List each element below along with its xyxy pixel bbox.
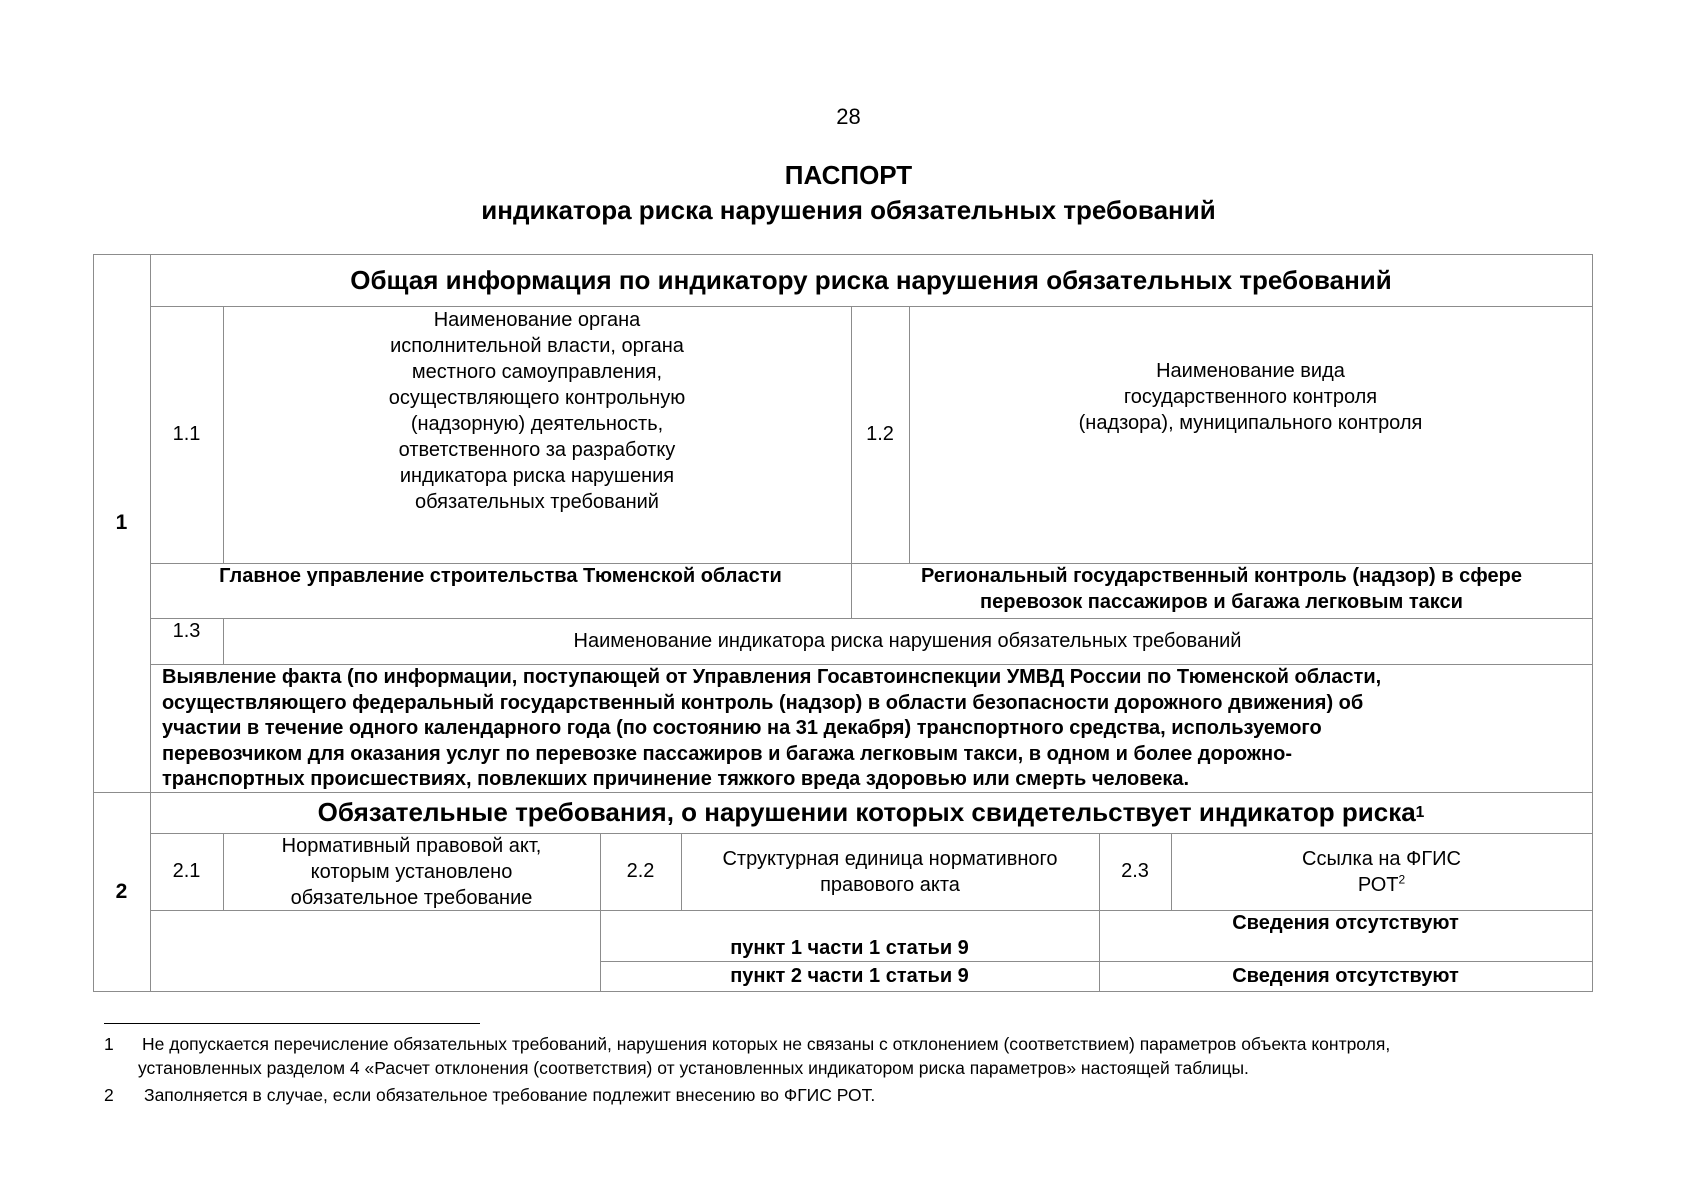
section-2-header: Обязательные требования, о нарушении которых свидетельствует индикатор риска 1	[317, 797, 1425, 827]
item-1-2-label: Наименование вида государственного контроля (надзора), муниципального контроля	[1078, 360, 1423, 434]
table-row-1-link: Сведения отсутствуют	[1232, 912, 1459, 934]
item-1-3-value: Выявление факта (по информации, поступающей от Управления Госавтоинспекции УМВД России по Тюменской области, осуществляющего федеральный государственный контроль (надзор) в области безопасности дорожного движения) об участии в течение одного календарного года (по состоянию на 31 декабря) транспортного средства, используемого перевозчиком для оказания услуг по перевозке пассажиров и багажа легковым такси, в одном и более дорожно- транспортных происшествиях, повлекших причинение тяжкого вреда здоровью или смерть человека.	[162, 666, 1382, 790]
item-2-2-number: 2.2	[626, 860, 655, 882]
item-1-3-number: 1.3	[172, 620, 201, 642]
item-1-1-number: 1.1	[172, 423, 201, 445]
document-subtitle: индикатора риска нарушения обязательных требований	[481, 195, 1216, 225]
footnote-2: 2 Заполняется в случае, если обязательное требование подлежит внесению во ФГИС РОТ.	[104, 1085, 876, 1105]
section-2-number: 2	[115, 879, 128, 903]
footnote-ref-2: 2	[1398, 871, 1406, 886]
item-1-1-label: Наименование органа исполнительной власти, органа местного самоуправления, осуществляющего контрольную (надзорную) деятельность, ответственного за разработку индикатора риска нарушения обязательных требований	[388, 309, 686, 513]
item-2-1-label: Нормативный правовой акт, которым установлено обязательное требование	[281, 834, 542, 909]
page-number: 28	[836, 104, 861, 129]
footnote-2-number: 2	[104, 1085, 114, 1105]
item-2-3-number: 2.3	[1121, 860, 1149, 882]
item-2-3-label: Ссылка на ФГИС РОТ$^2$	[1302, 847, 1461, 896]
table-row-2-unit: пункт 2 части 1 статьи 9	[730, 965, 969, 987]
item-2-1-number: 2.1	[172, 860, 201, 882]
section-1-number: 1	[115, 511, 128, 534]
table-row-2-link: Сведения отсутствуют	[1232, 965, 1459, 987]
item-1-2-number: 1.2	[866, 423, 894, 445]
section-1-header: Общая информация по индикатору риска нарушения обязательных требований	[350, 264, 1392, 295]
item-2-2-label: Структурная единица нормативного правового акта	[722, 847, 1058, 896]
footnote-1-number: 1	[104, 1034, 114, 1054]
document-title: ПАСПОРТ	[784, 160, 913, 190]
footnote-separator	[104, 1023, 480, 1024]
item-1-2-value: Региональный государственный контроль (надзор) в сфере перевозок пассажиров и багажа легковым такси	[921, 565, 1522, 613]
footnote-1: 1 Не допускается перечисление обязательных требований, нарушения которых не связаны с отклонением (соответствием) параметров объекта контроля, установленных разделом 4 «Расчет отклонения (соответствия) от установленных индикатором риска параметров» настоящей таблицы.	[104, 1034, 1391, 1078]
table-row-1-unit: пункт 1 части 1 статьи 9	[730, 937, 969, 959]
item-1-1-value: Главное управление строительства Тюменской области	[219, 565, 782, 587]
item-1-3-label: Наименование индикатора риска нарушения обязательных требований	[573, 630, 1242, 652]
